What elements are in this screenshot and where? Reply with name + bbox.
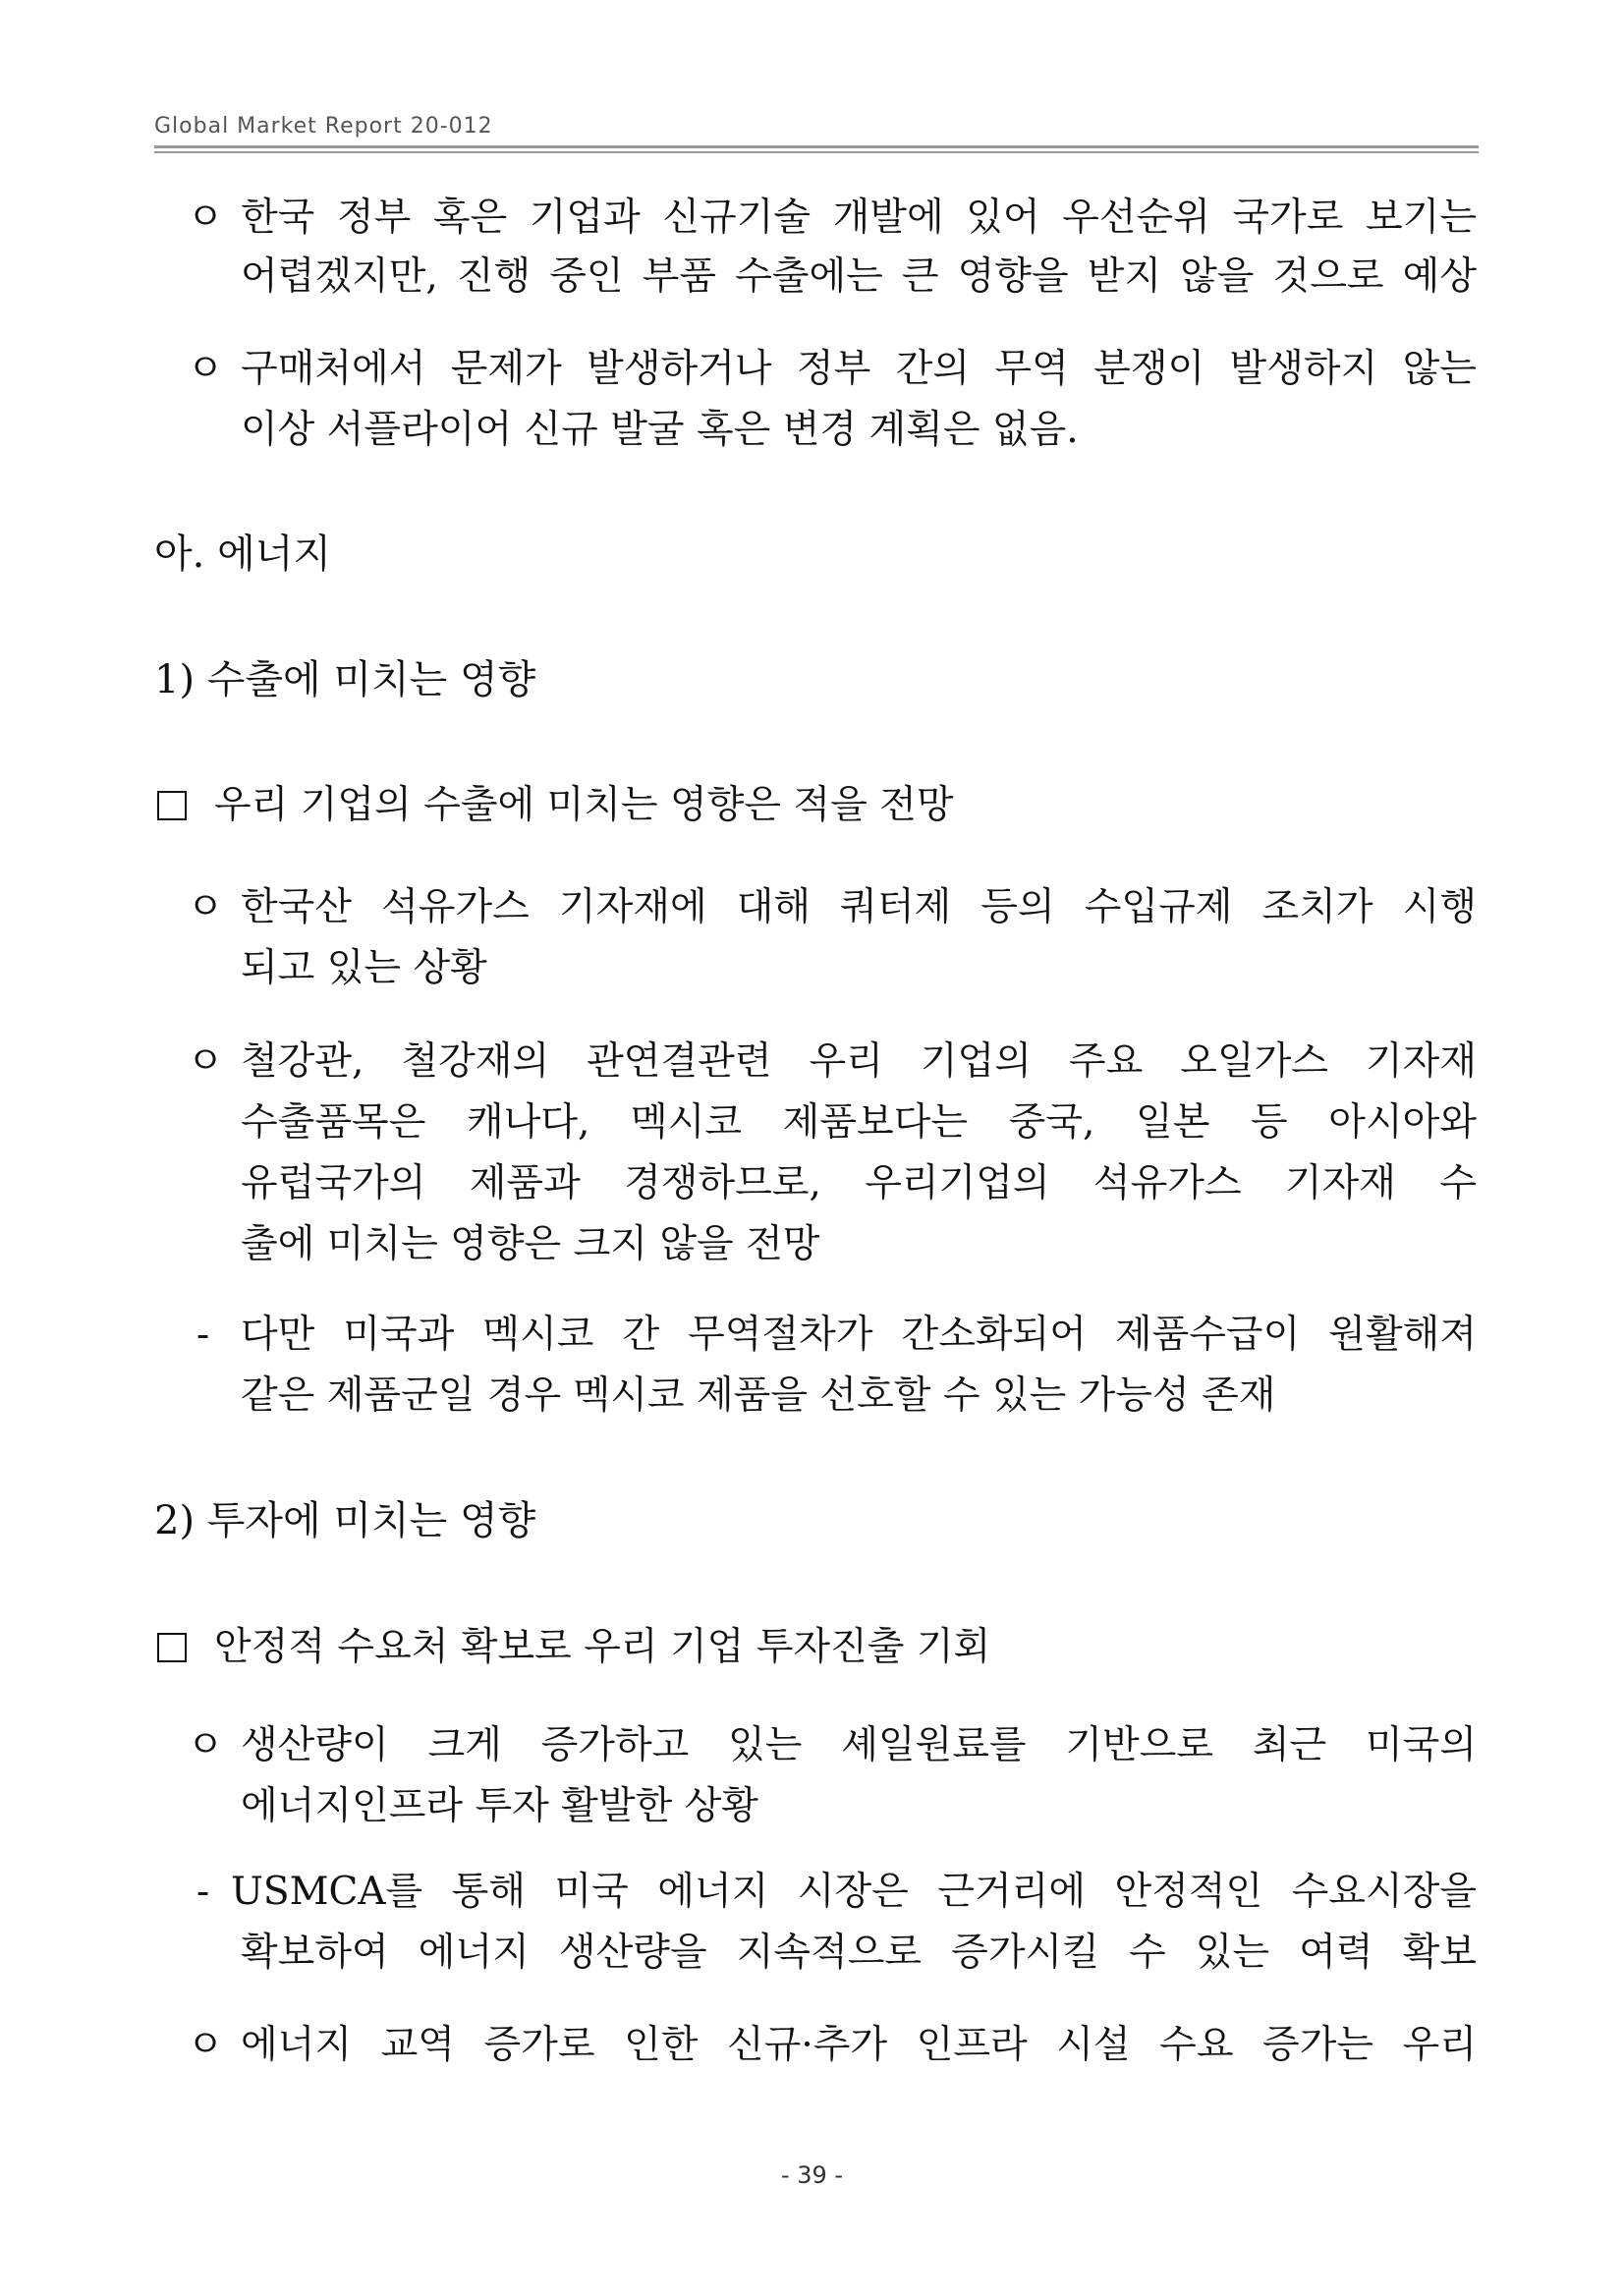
paragraph-line: 어렵겠지만, 진행 중인 부품 수출에는 큰 영향을 받지 않을 것으로 예상 [241, 254, 1477, 299]
paragraph-line: 되고 있는 상황 [241, 946, 487, 990]
report-header-title: Global Market Report 20-012 [154, 114, 493, 139]
box-item-text: 우리 기업의 수출에 미치는 영향은 적을 전망 [214, 783, 954, 827]
paragraph-line: USMCA를 통해 미국 에너지 시장은 근거리에 안정적인 수요시장을 [231, 1870, 1477, 1914]
bullet-marker: ㅇ [187, 196, 224, 240]
box-item-text: 안정적 수요처 확보로 우리 기업 투자진출 기회 [214, 1625, 991, 1669]
checkbox-square-icon [157, 1633, 187, 1662]
paragraph-line: 에너지인프라 투자 활발한 상황 [241, 1784, 758, 1828]
subsection-heading-investment: 2) 투자에 미치는 영향 [154, 1498, 536, 1543]
paragraph-line: 출에 미치는 영향은 크지 않을 전망 [241, 1222, 820, 1266]
bullet-marker: ㅇ [187, 347, 224, 391]
paragraph-line: 구매처에서 문제가 발생하거나 정부 간의 무역 분쟁이 발생하지 않는 [241, 347, 1477, 391]
subsection-heading-export: 1) 수출에 미치는 영향 [154, 657, 536, 702]
bullet-marker: ㅇ [187, 2023, 224, 2067]
dash-marker: - [196, 1870, 210, 1914]
paragraph-line: 생산량이 크게 증가하고 있는 셰일원료를 기반으로 최근 미국의 [241, 1723, 1477, 1767]
paragraph-line: 다만 미국과 멕시코 간 무역절차가 간소화되어 제품수급이 원활해져 [241, 1313, 1477, 1357]
paragraph-line: 확보하여 에너지 생산량을 지속적으로 증가시킬 수 있는 여력 확보 [241, 1931, 1477, 1975]
paragraph-line: 유럽국가의 제품과 경쟁하므로, 우리기업의 석유가스 기자재 수 [241, 1161, 1477, 1205]
dash-marker: - [196, 1313, 210, 1357]
bullet-marker: ㅇ [187, 1723, 224, 1767]
checkbox-square-icon [157, 791, 187, 820]
paragraph-line: 에너지 교역 증가로 인한 신규·추가 인프라 시설 수요 증가는 우리 [241, 2023, 1477, 2067]
paragraph-line: 한국산 석유가스 기자재에 대해 쿼터제 등의 수입규제 조치가 시행 [241, 885, 1477, 929]
paragraph-line: 같은 제품군일 경우 멕시코 제품을 선호할 수 있는 가능성 존재 [241, 1373, 1276, 1418]
paragraph-line: 한국 정부 혹은 기업과 신규기술 개발에 있어 우선순위 국가로 보기는 [241, 196, 1477, 240]
paragraph-line: 철강관, 철강재의 관연결관련 우리 기업의 주요 오일가스 기자재 [241, 1039, 1477, 1084]
bullet-marker: ㅇ [187, 885, 224, 929]
bullet-marker: ㅇ [187, 1039, 224, 1084]
paragraph-line: 이상 서플라이어 신규 발굴 혹은 변경 계획은 없음. [241, 408, 1079, 452]
page-number: - 39 - [780, 2161, 844, 2189]
section-heading-energy: 아. 에너지 [154, 532, 331, 577]
paragraph-line: 수출품목은 캐나다, 멕시코 제품보다는 중국, 일본 등 아시아와 [241, 1100, 1477, 1145]
